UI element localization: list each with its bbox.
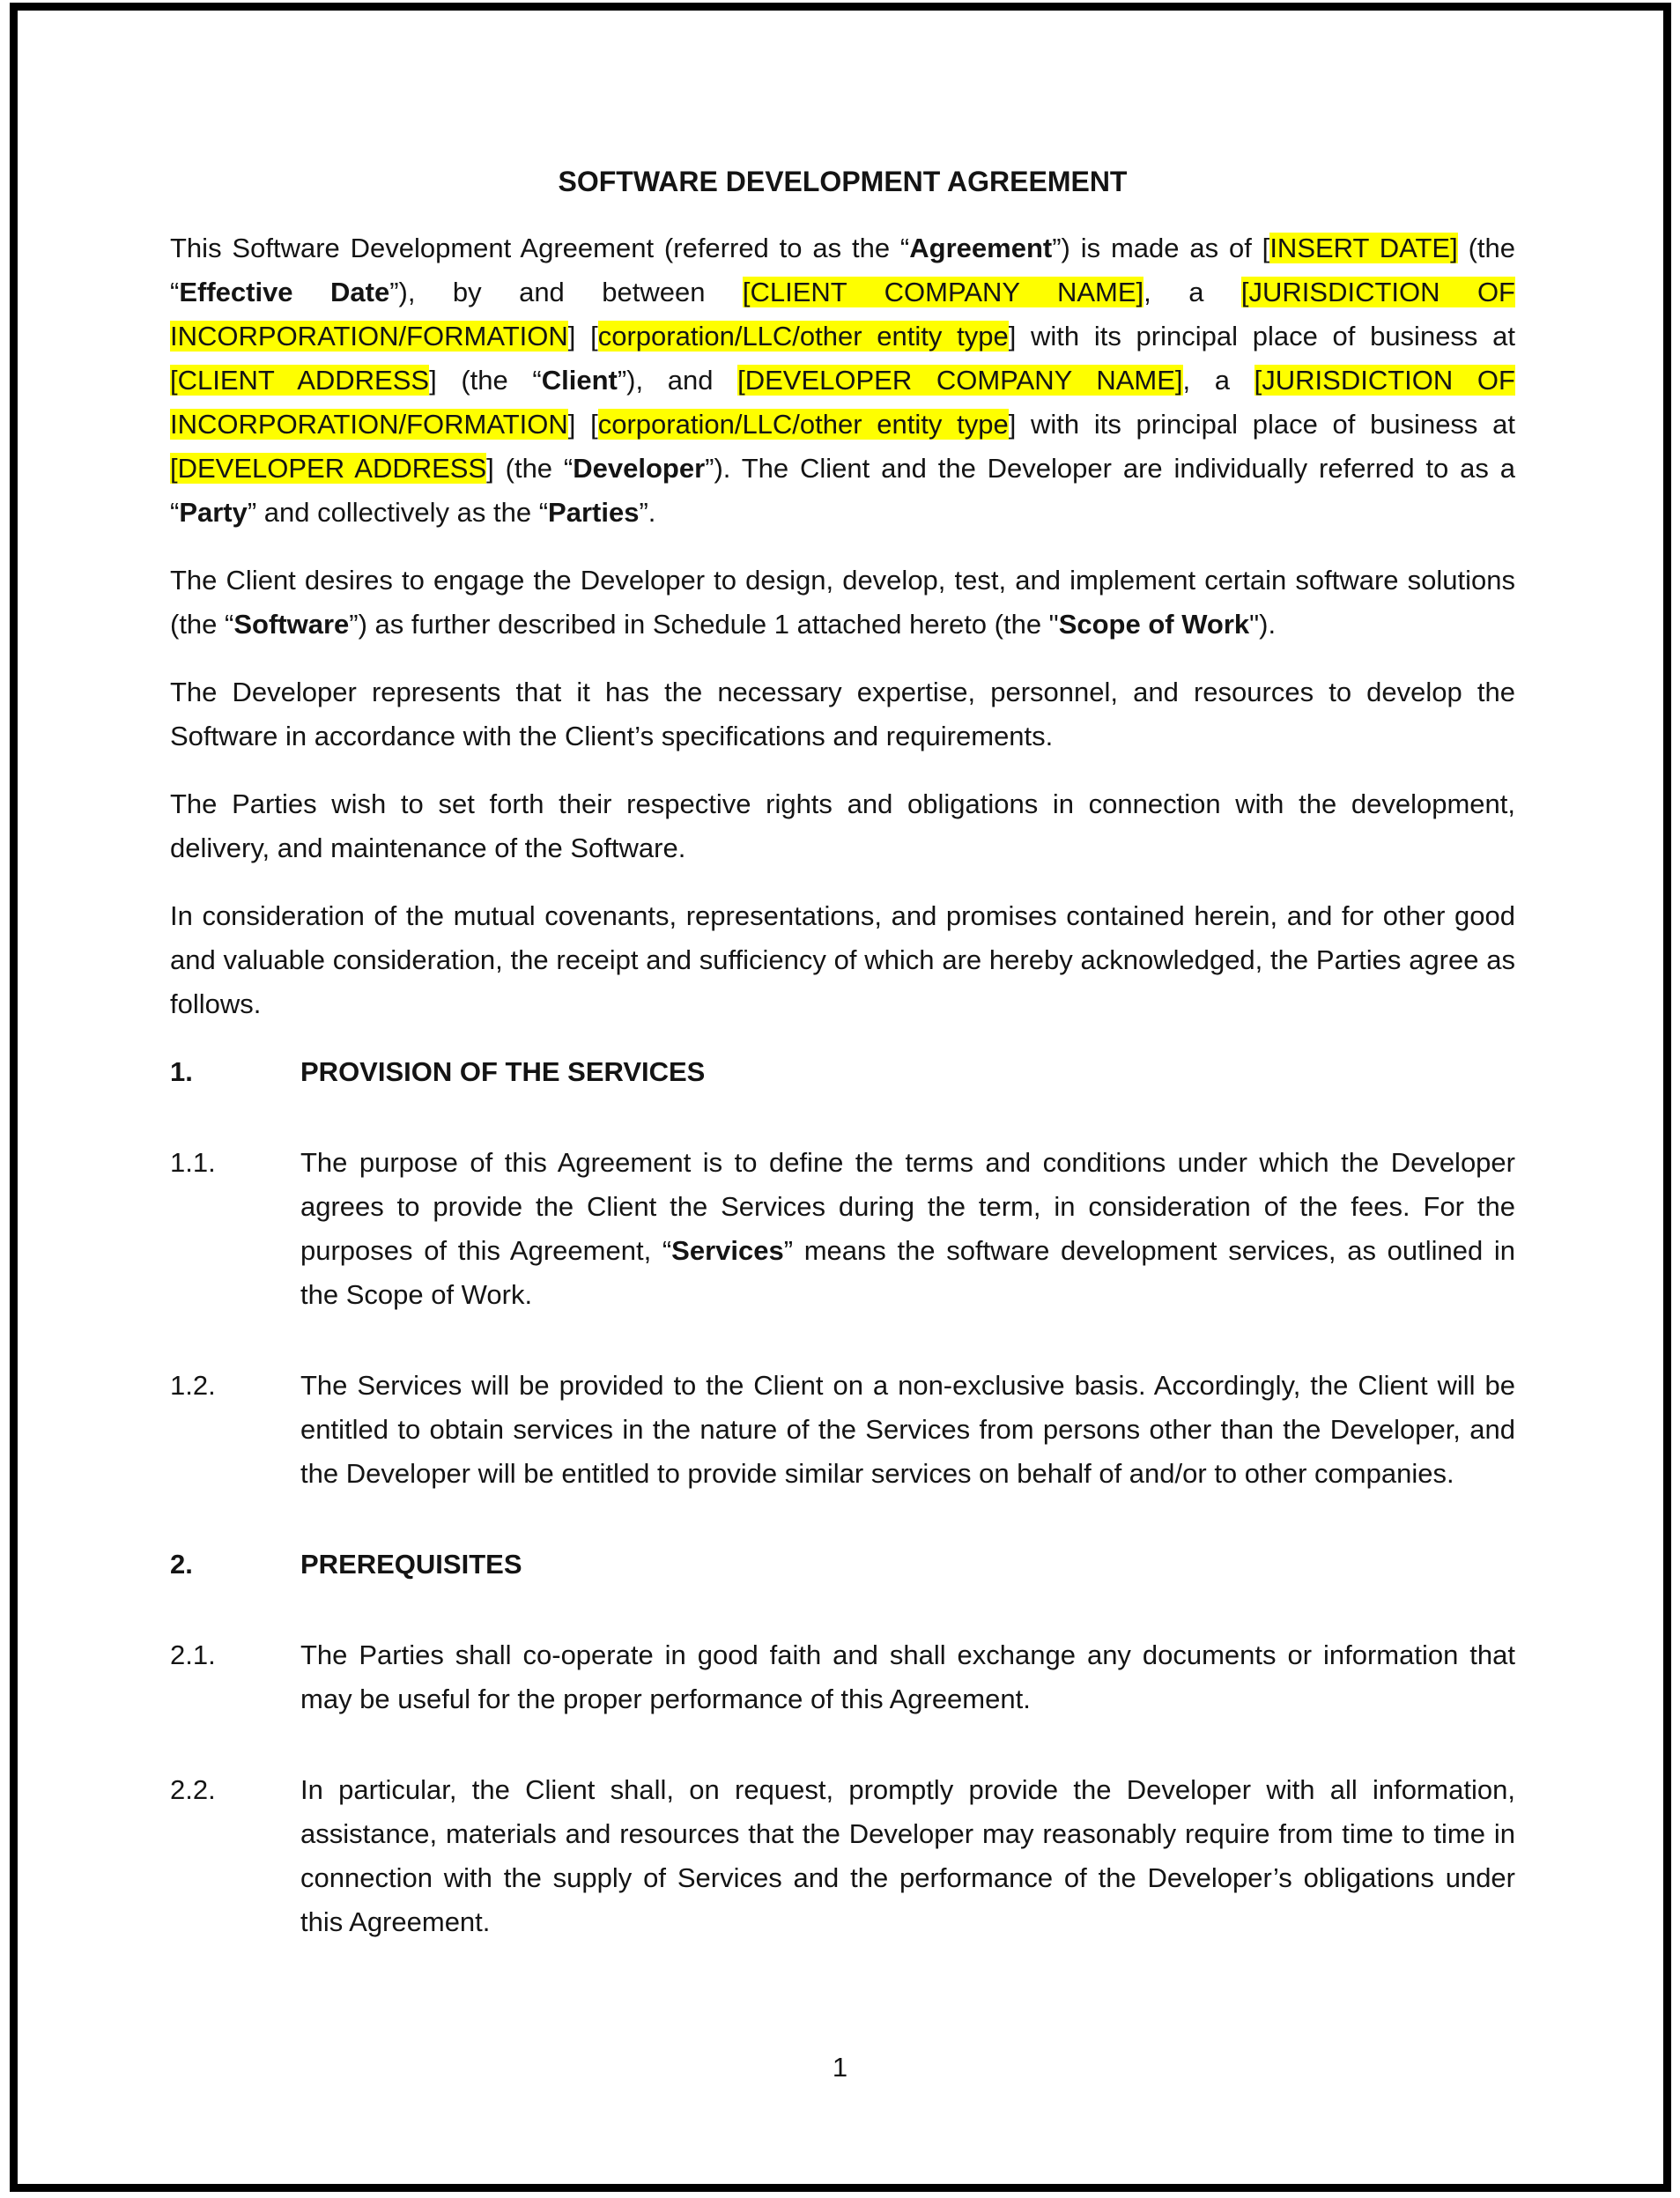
clause-text	[300, 1056, 705, 1087]
defined-term: Parties	[548, 497, 640, 528]
defined-term: Agreement	[909, 233, 1053, 263]
clause	[170, 1633, 1515, 1721]
body-text: ] with its principal place of business at	[1008, 321, 1515, 352]
highlighted-placeholder: INSERT DATE]	[1269, 233, 1458, 263]
body-text: ”). The Client and the Developer are individually referred to as a “	[170, 453, 1515, 528]
preamble-paragraphs	[170, 226, 1515, 1026]
clause-number: 1.	[170, 1056, 193, 1087]
highlighted-placeholder: corporation/LLC/other entity type	[597, 409, 1009, 440]
body-text: In consideration of the mutual covenants, representations, and promises contained herein, and for other good and valuable consideration, the receipt and sufficiency of which are hereby acknowledged, the Parties agree as follows.	[170, 900, 1515, 1019]
clause-text	[300, 1370, 1515, 1489]
numbered-sections	[170, 1050, 1515, 1944]
paragraph	[170, 559, 1515, 647]
clause-number: 1.2.	[170, 1370, 216, 1401]
body-text: This Software Development Agreement (referred to as the “	[170, 233, 910, 263]
body-text: ] [	[567, 321, 598, 352]
body-text: ”.	[639, 497, 656, 528]
body-text: The Services will be provided to the Client on a non-exclusive basis. Accordingly, the Client will be entitled to obtain services in the nature of the Services from persons other than the Developer, and the Developer will be entitled to provide similar services on behalf of and/or to other companies.	[300, 1370, 1515, 1489]
body-text: ” and collectively as the “	[247, 497, 549, 528]
clause-number: 2.	[170, 1549, 193, 1580]
highlighted-placeholder: [JURISDICTION OF INCORPORATION/FORMATION	[170, 277, 1515, 352]
defined-term: Party	[179, 497, 248, 528]
clause	[170, 1768, 1515, 1944]
defined-term: PROVISION OF THE SERVICES	[300, 1056, 706, 1087]
body-text: , a	[1143, 277, 1241, 307]
body-text: ] (the “	[486, 453, 574, 484]
clause-text	[300, 1774, 1515, 1937]
clause-text	[300, 1147, 1515, 1310]
clause	[170, 1141, 1515, 1317]
defined-term: Client	[541, 365, 618, 396]
defined-term: Developer	[573, 453, 706, 484]
paragraph	[170, 782, 1515, 870]
highlighted-placeholder: [JURISDICTION OF INCORPORATION/FORMATION	[170, 365, 1515, 440]
paragraph	[170, 226, 1515, 535]
body-text: ”) as further described in Schedule 1 attached hereto (the "	[349, 609, 1059, 640]
highlighted-placeholder: [DEVELOPER COMPANY NAME]	[737, 365, 1183, 396]
clause-text	[300, 1549, 522, 1580]
highlighted-placeholder: [CLIENT COMPANY NAME]	[742, 277, 1144, 307]
clause-text	[300, 1639, 1515, 1714]
highlighted-placeholder: [DEVELOPER ADDRESS	[170, 453, 487, 484]
body-text: ] with its principal place of business at	[1008, 409, 1515, 440]
highlighted-placeholder: [CLIENT ADDRESS	[170, 365, 430, 396]
clause	[170, 1364, 1515, 1496]
section-heading	[170, 1050, 1515, 1094]
body-text: The purpose of this Agreement is to define the terms and conditions under which the Developer agrees to provide the Client the Services during the term, in consideration of the fees. For the purposes of this Agreement, “	[300, 1147, 1515, 1266]
defined-term: Services	[671, 1235, 784, 1266]
body-text: In particular, the Client shall, on request, promptly provide the Developer with all information, assistance, materials and resources that the Developer may reasonably require from time to time in connection with the supply of Services and the performance of the Developer’s obligations under this Agreement.	[300, 1774, 1515, 1937]
body-text: ] (the “	[429, 365, 542, 396]
paragraph	[170, 670, 1515, 759]
section-heading	[170, 1543, 1515, 1587]
clause-number: 1.1.	[170, 1147, 216, 1178]
body-text: (the “	[170, 233, 1516, 307]
defined-term: Scope of Work	[1058, 609, 1250, 640]
body-text: ] [	[567, 409, 598, 440]
clause-number: 2.2.	[170, 1774, 216, 1805]
page-number: 1	[832, 2052, 848, 2083]
body-text: ").	[1249, 609, 1277, 640]
body-text: ” means the software development services, as outlined in the Scope of Work.	[300, 1235, 1515, 1310]
paragraph	[170, 894, 1515, 1026]
defined-term: PREREQUISITES	[300, 1549, 522, 1580]
document-title: SOFTWARE DEVELOPMENT AGREEMENT	[558, 166, 1128, 197]
highlighted-placeholder: corporation/LLC/other entity type	[597, 321, 1009, 352]
body-text: The Parties shall co-operate in good faith and shall exchange any documents or information that may be useful for the proper performance of this Agreement.	[300, 1639, 1515, 1714]
body-text: The Developer represents that it has the necessary expertise, personnel, and resources to develop the Software in accordance with the Client’s specifications and requirements.	[170, 677, 1515, 751]
body-text: The Parties wish to set forth their respective rights and obligations in connection with the development, delivery, and maintenance of the Software.	[170, 788, 1515, 863]
body-text: ”) is made as of [	[1052, 233, 1270, 263]
body-text: ”), by and between	[389, 277, 743, 307]
defined-term: Effective Date	[179, 277, 390, 307]
clause-number: 2.1.	[170, 1639, 216, 1670]
body-text: , a	[1182, 365, 1254, 396]
body-text: The Client desires to engage the Developer to design, develop, test, and implement certain software solutions (the “	[170, 565, 1515, 640]
body-text: ”), and	[617, 365, 738, 396]
defined-term: Software	[233, 609, 350, 640]
document-content	[170, 159, 1515, 1991]
